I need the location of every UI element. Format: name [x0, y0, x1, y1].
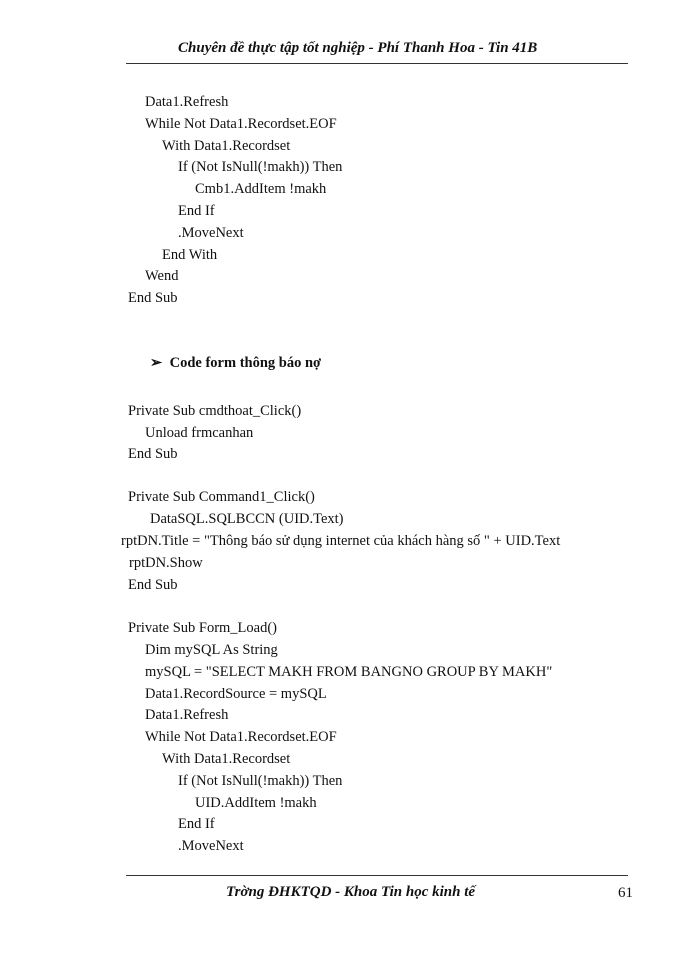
page-number: 61	[618, 885, 633, 901]
code-line: With Data1.Recordset	[162, 138, 291, 154]
code-line: Data1.RecordSource = mySQL	[145, 686, 327, 702]
code-line: Dim mySQL As String	[145, 642, 278, 658]
code-line: rptDN.Title = "Thông báo sử dụng internet của khách hàng số " + UID.Text	[121, 533, 561, 549]
code-line: Private Sub Form_Load()	[128, 620, 278, 636]
section-heading-text: Code form thông báo nợ	[169, 355, 322, 371]
code-line: While Not Data1.Recordset.EOF	[145, 729, 337, 745]
code-line: Data1.Refresh	[145, 707, 229, 723]
code-line: End Sub	[128, 290, 178, 306]
code-line: Data1.Refresh	[145, 94, 229, 110]
code-line: If (Not IsNull(!makh)) Then	[178, 159, 343, 175]
section-heading	[150, 355, 321, 372]
code-line: Unload frmcanhan	[145, 425, 254, 441]
code-line: End Sub	[128, 577, 178, 593]
code-line: Private Sub cmdthoat_Click()	[128, 403, 302, 419]
code-line: Cmb1.AddItem !makh	[195, 181, 327, 197]
code-line: If (Not IsNull(!makh)) Then	[178, 773, 343, 789]
page-header-title: Chuyên đề thực tập tốt nghiệp - Phí Thanh Hoa - Tin 41B	[178, 40, 538, 56]
code-line: Private Sub Command1_Click()	[128, 489, 315, 505]
arrow-bullet-icon: ➢	[150, 355, 163, 371]
code-line: Wend	[145, 268, 179, 284]
code-line: End With	[162, 247, 218, 263]
code-line: With Data1.Recordset	[162, 751, 291, 767]
header-rule	[126, 63, 628, 64]
code-line: rptDN.Show	[129, 555, 203, 571]
code-line: UID.AddItem !makh	[195, 795, 317, 811]
code-line: mySQL = "SELECT MAKH FROM BANGNO GROUP BY MAKH"	[145, 664, 553, 680]
code-line: .MoveNext	[178, 838, 244, 854]
code-line: While Not Data1.Recordset.EOF	[145, 116, 337, 132]
code-line: End If	[178, 816, 215, 832]
code-line: .MoveNext	[178, 225, 244, 241]
footer-rule	[126, 875, 628, 876]
code-line: DataSQL.SQLBCCN (UID.Text)	[150, 511, 344, 527]
page-footer-text: Trờng ĐHKTQD - Khoa Tin học kinh tế	[226, 884, 476, 900]
code-line: End If	[178, 203, 215, 219]
code-line: End Sub	[128, 446, 178, 462]
